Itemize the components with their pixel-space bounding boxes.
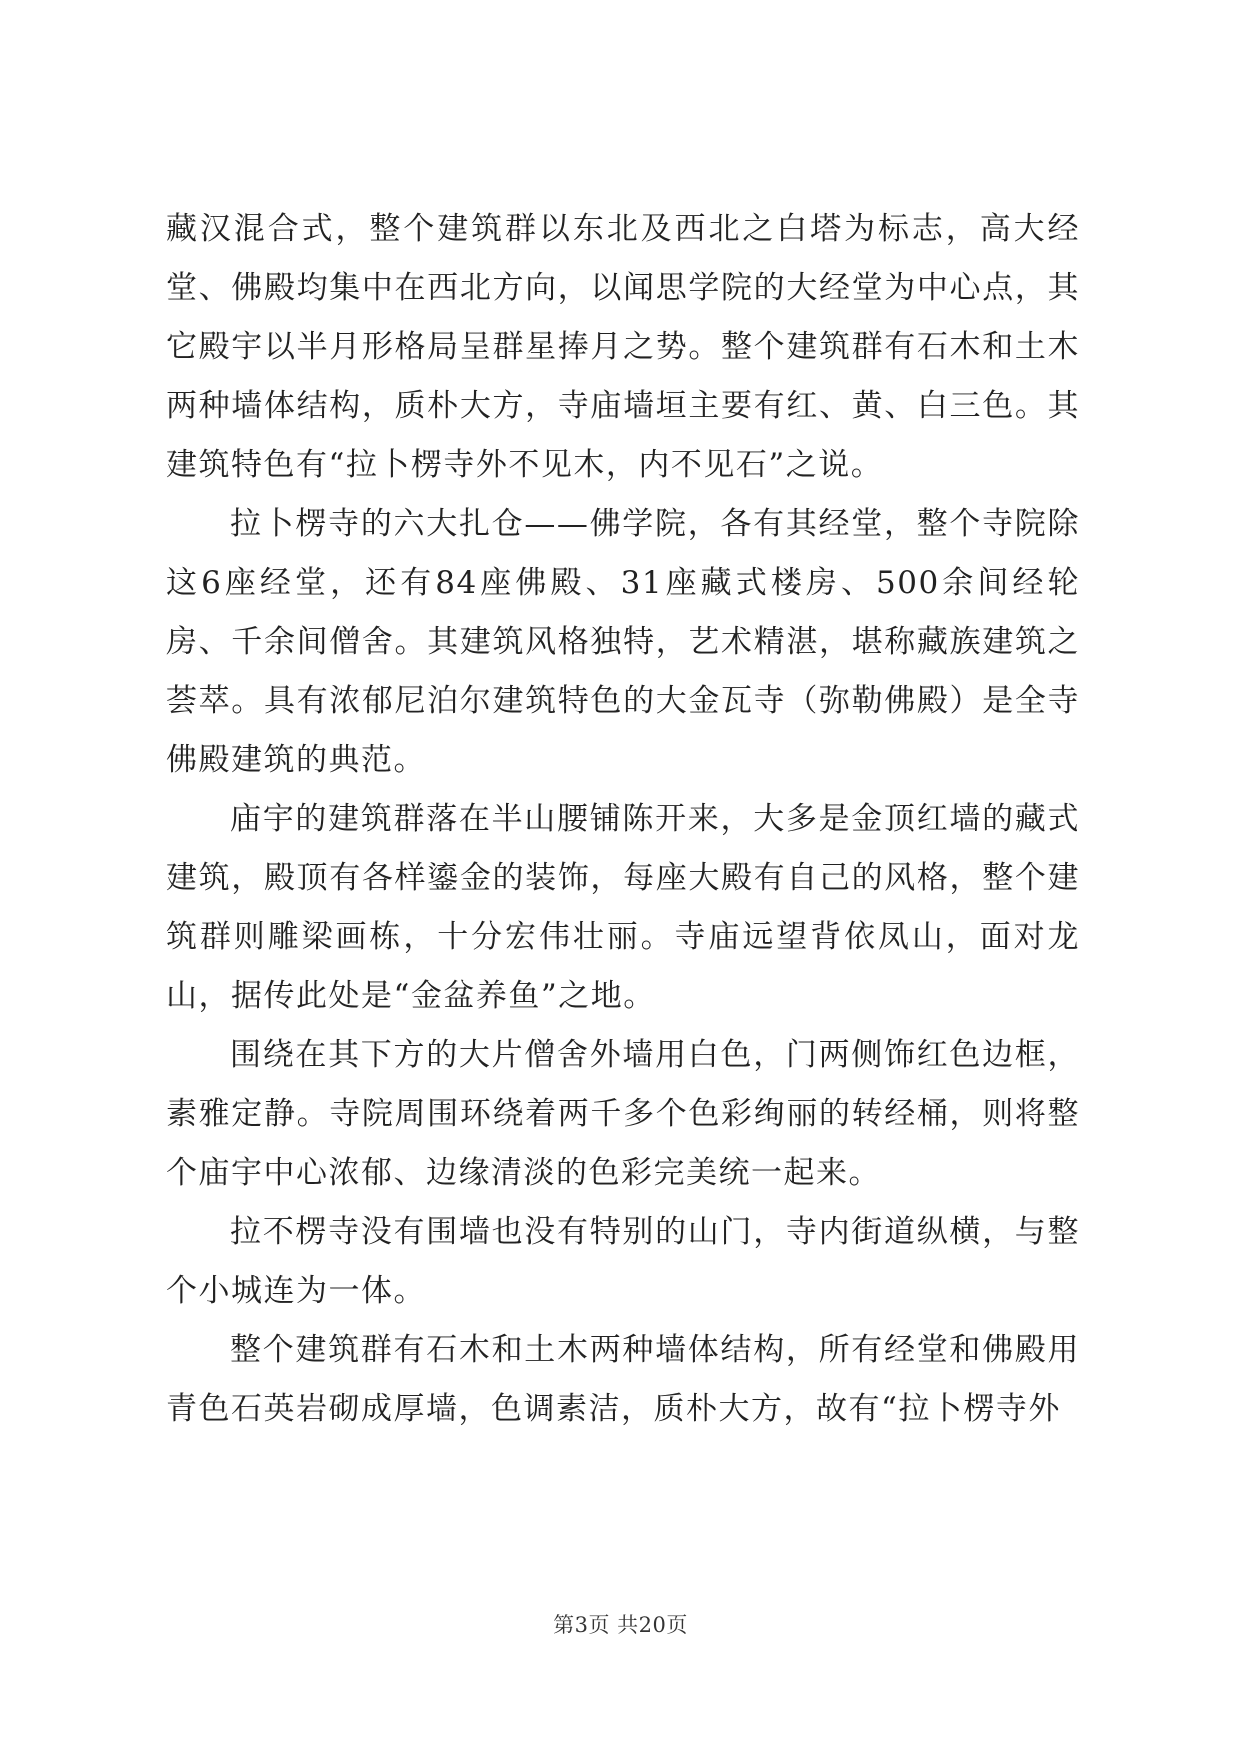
paragraph-temple-buildings: 庙宇的建筑群落在半山腰铺陈开来，大多是金顶红墙的藏式建筑，殿顶有各样鎏金的装饰，每座大殿有自己的风格，整个建筑群则雕梁画栋，十分宏伟壮丽。寺庙远望背依凤山，面对龙山，据传此处是“金盆养鱼”之地。 xyxy=(166,801,1080,1014)
paragraph-continued: 藏汉混合式，整个建筑群以东北及西北之白塔为标志，高大经堂、佛殿均集中在西北方向，以闻思学院的大经堂为中心点，其它殿宇以半月形格局呈群星捧月之势。整个建筑群有石木和土木两种墙体结构，质朴大方，寺庙墙垣主要有红、黄、白三色。其建筑特色有“拉卜楞寺外不见木，内不见石”之说。 xyxy=(166,211,1080,483)
document-body xyxy=(166,200,1080,1439)
paragraph-six-colleges: 拉卜楞寺的六大扎仓——佛学院，各有其经堂，整个寺院除这6座经堂，还有84座佛殿、31座藏式楼房、500余间经轮房、千余间僧舍。其建筑风格独特，艺术精湛，堪称藏族建筑之荟萃。具有浓郁尼泊尔建筑特色的大金瓦寺（弥勒佛殿）是全寺佛殿建筑的典范。 xyxy=(166,506,1080,778)
paragraph-no-walls: 拉不楞寺没有围墙也没有特别的山门，寺内街道纵横，与整个小城连为一体。 xyxy=(166,1214,1080,1309)
paragraph-monk-quarters: 围绕在其下方的大片僧舍外墙用白色，门两侧饰红色边框，素雅定静。寺院周围环绕着两千多个色彩绚丽的转经桶，则将整个庙宇中心浓郁、边缘清淡的色彩完美统一起来。 xyxy=(166,1037,1080,1191)
page-number-footer: 第3页 共20页 xyxy=(553,1613,688,1637)
paragraph-wall-structure: 整个建筑群有石木和土木两种墙体结构，所有经堂和佛殿用青色石英岩砌成厚墙，色调素洁，质朴大方，故有“拉卜楞寺外 xyxy=(166,1332,1080,1427)
